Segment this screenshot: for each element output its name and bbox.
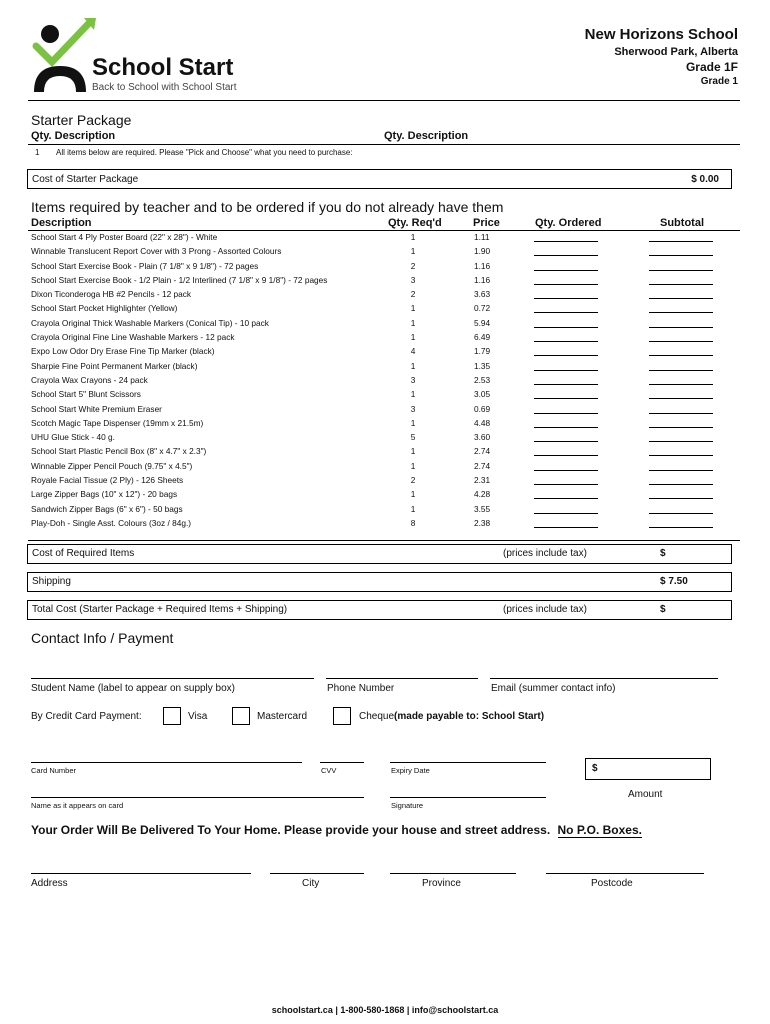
city-field[interactable] <box>270 873 364 874</box>
cvv-field[interactable] <box>320 762 364 763</box>
item-description: Scotch Magic Tape Dispenser (19mm x 21.5m) <box>31 417 204 428</box>
subtotal-field[interactable] <box>649 375 713 385</box>
item-price: 0.72 <box>474 303 491 314</box>
starter-cost-label: Cost of Starter Package <box>32 174 139 185</box>
item-description: School Start 4 Ply Poster Board (22" x 28") - White <box>31 232 218 242</box>
name-on-card-label: Name as it appears on card <box>31 801 124 810</box>
item-price: 1.11 <box>474 232 490 242</box>
item-qty-required: 2 <box>410 475 416 486</box>
required-items-list <box>31 232 711 532</box>
subtotal-field[interactable] <box>649 461 713 471</box>
shipping-label: Shipping <box>32 576 71 587</box>
subtotal-field[interactable] <box>649 504 713 514</box>
student-name-label: Student Name (label to appear on supply box) <box>31 683 236 694</box>
col-qty-reqd: Qty. Req'd <box>388 217 442 229</box>
amount-field[interactable] <box>585 758 711 780</box>
subtotal-field[interactable] <box>649 418 713 428</box>
item-qty-required: 1 <box>410 389 416 400</box>
subtotal-field[interactable] <box>649 275 713 285</box>
starter-line-text: All items below are required. Please "Pick and Choose" what you need to purchase: <box>56 148 353 157</box>
item-price: 3.05 <box>474 389 491 400</box>
starter-line-qty: 1 <box>35 148 40 157</box>
subtotal-field[interactable] <box>649 446 713 456</box>
item-price: 3.60 <box>474 432 491 443</box>
class-name: Grade 1F <box>685 60 738 74</box>
table-row <box>31 246 711 260</box>
postcode-label: Postcode <box>591 878 633 889</box>
item-qty-required: 1 <box>410 360 416 371</box>
col-price: Price <box>473 217 500 229</box>
mastercard-checkbox[interactable] <box>232 707 250 725</box>
item-qty-required: 1 <box>410 417 416 428</box>
item-qty-required: 3 <box>410 403 416 414</box>
item-description: School Start 5" Blunt Scissors <box>31 389 141 400</box>
qty-ordered-field[interactable] <box>534 361 598 371</box>
name-on-card-field[interactable] <box>31 797 364 798</box>
qty-ordered-field[interactable] <box>534 418 598 428</box>
subtotal-field[interactable] <box>649 489 713 499</box>
item-qty-required: 5 <box>410 432 416 443</box>
item-price: 4.28 <box>474 489 491 500</box>
starter-col-left: Qty. Description <box>31 130 116 142</box>
qty-ordered-field[interactable] <box>534 432 598 442</box>
item-price: 3.55 <box>474 503 491 514</box>
starter-divider <box>28 144 740 145</box>
student-name-field[interactable] <box>31 678 314 679</box>
no-po-boxes: No P.O. Boxes. <box>557 823 642 837</box>
item-price: 5.94 <box>474 317 491 328</box>
delivery-notice <box>31 823 642 837</box>
required-title: Items required by teacher and to be ordered if you do not already have them <box>31 199 504 215</box>
total-cost-label: Total Cost (Starter Package + Required Items + Shipping) <box>32 604 288 615</box>
item-qty-required: 1 <box>410 232 416 242</box>
item-qty-required: 2 <box>410 260 416 271</box>
item-qty-required: 1 <box>410 503 416 514</box>
item-description: Play-Doh - Single Asst. Colours (3oz / 84g.) <box>31 517 192 528</box>
item-qty-required: 1 <box>410 317 416 328</box>
subtotal-field[interactable] <box>649 318 713 328</box>
item-description: School Start Exercise Book - 1/2 Plain - 1/2 Interlined (7 1/8" x 9 1/8") - 72 pages <box>31 274 328 285</box>
table-row <box>31 375 711 389</box>
col-description: Description <box>31 217 92 229</box>
subtotal-field[interactable] <box>649 261 713 271</box>
cvv-label: CVV <box>321 766 337 775</box>
item-price: 6.49 <box>474 332 491 343</box>
subtotal-field[interactable] <box>649 232 713 242</box>
qty-ordered-field[interactable] <box>534 518 598 528</box>
item-description: Sharpie Fine Point Permanent Marker (black) <box>31 360 198 371</box>
item-price: 1.16 <box>474 274 491 285</box>
shipping-value: $ 7.50 <box>660 576 688 587</box>
subtotal-field[interactable] <box>649 361 713 371</box>
contact-title: Contact Info / Payment <box>31 630 174 646</box>
province-label: Province <box>422 878 461 889</box>
item-price: 2.74 <box>474 460 491 471</box>
required-cost-value[interactable]: $ <box>660 548 666 559</box>
item-qty-required: 3 <box>410 374 416 385</box>
grade-label: Grade 1 <box>700 76 738 87</box>
signature-label: Signature <box>391 801 424 810</box>
logo-title: School Start <box>92 54 234 81</box>
item-qty-required: 1 <box>410 246 416 257</box>
starter-col-right: Qty. Description <box>384 130 469 142</box>
school-location: Sherwood Park, Alberta <box>614 46 738 58</box>
subtotal-field[interactable] <box>649 346 713 356</box>
table-row <box>31 418 711 432</box>
required-cost-box <box>27 544 732 564</box>
header-divider <box>28 100 740 101</box>
items-end-divider <box>28 540 740 541</box>
item-description: Crayola Original Thick Washable Markers (Conical Tip) - 10 pack <box>31 317 269 328</box>
table-row <box>31 332 711 346</box>
item-qty-required: 4 <box>410 346 416 357</box>
address-field[interactable] <box>31 873 251 874</box>
item-description: Dixon Ticonderoga HB #2 Pencils - 12 pack <box>31 289 192 300</box>
qty-ordered-field[interactable] <box>534 446 598 456</box>
qty-ordered-field[interactable] <box>534 232 598 242</box>
email-label: Email (summer contact info) <box>491 683 616 694</box>
table-row <box>31 261 711 275</box>
subtotal-field[interactable] <box>649 518 713 528</box>
qty-ordered-field[interactable] <box>534 375 598 385</box>
visa-label: Visa <box>188 711 208 722</box>
phone-field[interactable] <box>326 678 478 679</box>
subtotal-field[interactable] <box>649 475 713 485</box>
expiry-label: Expiry Date <box>391 766 430 775</box>
item-description: School Start White Premium Eraser <box>31 403 162 414</box>
cheque-checkbox[interactable] <box>333 707 351 725</box>
qty-ordered-field[interactable] <box>534 346 598 356</box>
table-row <box>31 518 711 532</box>
delivery-notice-text: Your Order Will Be Delivered To Your Home. Please provide your house and street address. <box>31 823 551 837</box>
table-row <box>31 232 711 246</box>
required-divider <box>28 230 740 231</box>
item-qty-required: 1 <box>410 460 416 471</box>
item-description: Winnable Translucent Report Cover with 3 Prong - Assorted Colours <box>31 246 282 257</box>
table-row <box>31 361 711 375</box>
signature-field[interactable] <box>390 797 546 798</box>
item-description: Winnable Zipper Pencil Pouch (9.75" x 4.5") <box>31 460 193 471</box>
starter-cost-box <box>27 169 732 189</box>
email-field[interactable] <box>490 678 718 679</box>
qty-ordered-field[interactable] <box>534 261 598 271</box>
table-row <box>31 275 711 289</box>
qty-ordered-field[interactable] <box>534 504 598 514</box>
phone-label: Phone Number <box>327 683 395 694</box>
item-qty-required: 2 <box>410 289 416 300</box>
subtotal-field[interactable] <box>649 303 713 313</box>
qty-ordered-field[interactable] <box>534 389 598 399</box>
cheque-text: Cheque <box>359 711 395 722</box>
table-row <box>31 318 711 332</box>
card-number-field[interactable] <box>31 762 302 763</box>
starter-title: Starter Package <box>31 112 132 128</box>
total-cost-box <box>27 600 732 620</box>
table-row <box>31 289 711 303</box>
item-qty-required: 3 <box>410 274 416 285</box>
subtotal-field[interactable] <box>649 432 713 442</box>
item-price: 4.48 <box>474 417 491 428</box>
item-description: Royale Facial Tissue (2 Ply) - 126 Sheets <box>31 475 184 486</box>
item-description: School Start Pocket Highlighter (Yellow) <box>31 303 178 314</box>
item-price: 0.69 <box>474 403 491 414</box>
qty-ordered-field[interactable] <box>534 475 598 485</box>
subtotal-field[interactable] <box>649 404 713 414</box>
item-price: 3.63 <box>474 289 491 300</box>
qty-ordered-field[interactable] <box>534 489 598 499</box>
qty-ordered-field[interactable] <box>534 303 598 313</box>
logo-tagline: Back to School with School Start <box>92 82 237 93</box>
postcode-field[interactable] <box>546 873 704 874</box>
subtotal-field[interactable] <box>649 289 713 299</box>
item-qty-required: 8 <box>410 517 416 528</box>
qty-ordered-field[interactable] <box>534 275 598 285</box>
subtotal-field[interactable] <box>649 389 713 399</box>
item-description: Crayola Original Fine Line Washable Markers - 12 pack <box>31 332 235 343</box>
table-row <box>31 461 711 475</box>
item-price: 2.38 <box>474 517 491 528</box>
credit-card-label: By Credit Card Payment: <box>31 711 142 722</box>
item-description: UHU Glue Stick - 40 g. <box>31 432 115 443</box>
required-cost-note: (prices include tax) <box>503 548 587 559</box>
footer-contact: schoolstart.ca | 1-800-580-1868 | info@schoolstart.ca <box>271 1005 499 1015</box>
cheque-note: (made payable to: School Start) <box>394 711 545 722</box>
shipping-box <box>27 572 732 592</box>
item-price: 2.74 <box>474 446 491 457</box>
table-row <box>31 475 711 489</box>
item-qty-required: 1 <box>410 332 416 343</box>
item-description: Large Zipper Bags (10" x 12") - 20 bags <box>31 489 178 500</box>
school-name: New Horizons School <box>584 26 738 43</box>
item-qty-required: 1 <box>410 489 416 500</box>
expiry-field[interactable] <box>390 762 546 763</box>
total-cost-value[interactable]: $ <box>660 604 666 615</box>
province-field[interactable] <box>390 873 516 874</box>
item-description: School Start Plastic Pencil Box (8" x 4.7" x 2.3") <box>31 446 207 457</box>
address-label: Address <box>31 878 68 889</box>
item-price: 2.31 <box>474 475 491 486</box>
item-price: 1.90 <box>474 246 491 257</box>
col-qty-ordered: Qty. Ordered <box>535 217 602 229</box>
mastercard-label: Mastercard <box>257 711 308 722</box>
item-qty-required: 1 <box>410 446 416 457</box>
item-price: 2.53 <box>474 374 491 385</box>
item-description: Sandwich Zipper Bags (6" x 6") - 50 bags <box>31 503 183 514</box>
visa-checkbox[interactable] <box>163 707 181 725</box>
qty-ordered-field[interactable] <box>534 246 598 256</box>
item-description: Crayola Wax Crayons - 24 pack <box>31 374 148 385</box>
qty-ordered-field[interactable] <box>534 461 598 471</box>
table-row <box>31 404 711 418</box>
table-row <box>31 446 711 460</box>
table-row <box>31 346 711 360</box>
starter-cost-value: $ 0.00 <box>691 174 719 185</box>
table-row <box>31 432 711 446</box>
item-price: 1.35 <box>474 360 491 371</box>
qty-ordered-field[interactable] <box>534 404 598 414</box>
item-price: 1.16 <box>474 260 491 271</box>
col-subtotal: Subtotal <box>660 217 704 229</box>
table-row <box>31 389 711 403</box>
table-row <box>31 303 711 317</box>
city-label: City <box>302 878 320 889</box>
subtotal-field[interactable] <box>649 332 713 342</box>
subtotal-field[interactable] <box>649 246 713 256</box>
table-row <box>31 489 711 503</box>
total-cost-note: (prices include tax) <box>503 604 587 615</box>
school-start-logo <box>30 18 250 98</box>
required-cost-label: Cost of Required Items <box>32 548 135 559</box>
amount-label: Amount <box>628 789 663 800</box>
item-price: 1.79 <box>474 346 491 357</box>
item-description: Expo Low Odor Dry Erase Fine Tip Marker (black) <box>31 346 215 357</box>
qty-ordered-field[interactable] <box>534 289 598 299</box>
item-description: School Start Exercise Book - Plain (7 1/8" x 9 1/8") - 72 pages <box>31 260 259 271</box>
item-qty-required: 1 <box>410 303 416 314</box>
card-number-label: Card Number <box>31 766 77 775</box>
table-row <box>31 504 711 518</box>
qty-ordered-field[interactable] <box>534 332 598 342</box>
cheque-label <box>359 711 544 722</box>
amount-symbol: $ <box>592 763 598 774</box>
qty-ordered-field[interactable] <box>534 318 598 328</box>
